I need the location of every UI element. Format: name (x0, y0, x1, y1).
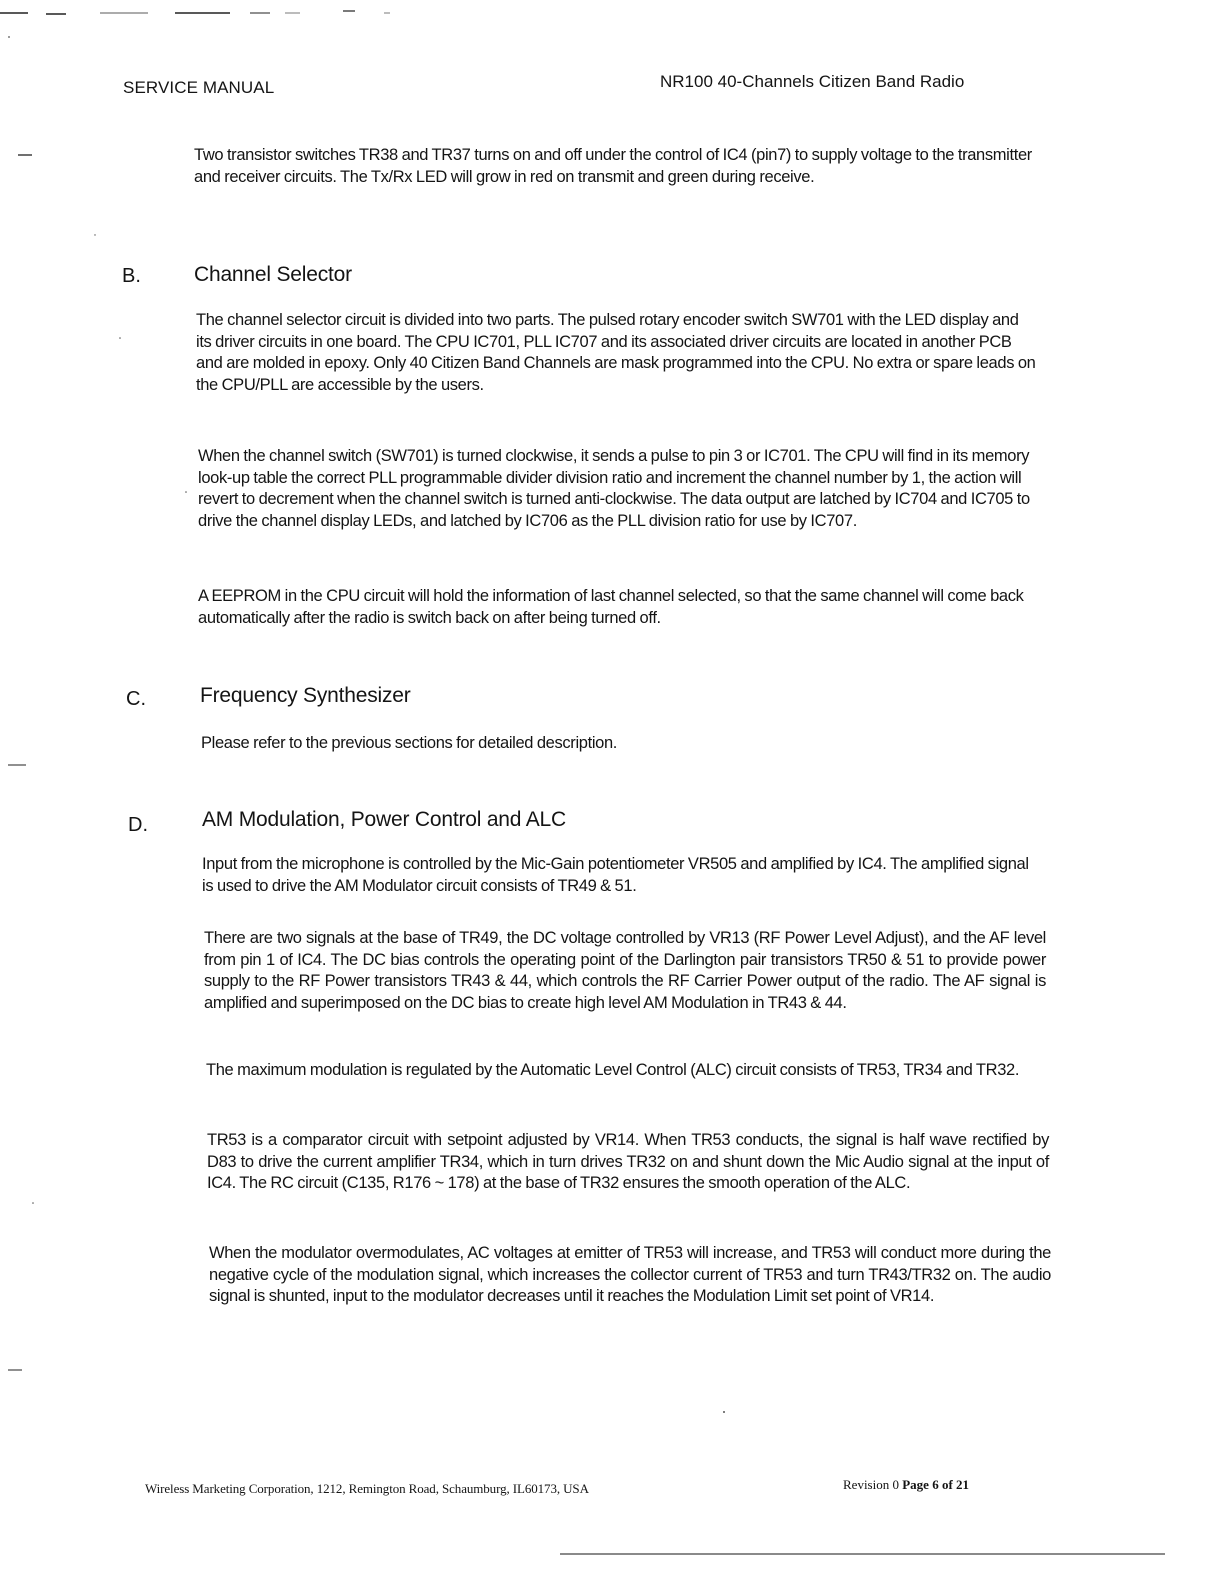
section-b-title: Channel Selector (194, 263, 352, 286)
intro-text: Two transistor switches TR38 and TR37 turns on and off under the control of IC4 (pin7) to supply voltage to the transmitter and receiver circuits. The Tx/Rx LED will grow in red on transmit and green during receive. (194, 146, 1032, 186)
section-d-paragraph-3: The maximum modulation is regulated by the Automatic Level Control (ALC) circuit consists of TR53, TR34 and TR32. (206, 1061, 1020, 1079)
footer-revision-page (843, 1477, 969, 1493)
scan-dot (119, 337, 121, 339)
section-d-paragraph-4: TR53 is a comparator circuit with setpoint adjusted by VR14. When TR53 conducts, the signal is half wave rectified by D83 to drive the current amplifier TR34, which in turn drives TR32 on and shunt down the Mic Audio signal at the input of IC4. The RC circuit (C135, R176 ~ 178) at the base of TR32 ensures the smooth operation of the ALC. (207, 1131, 1049, 1192)
section-d-paragraph (209, 1243, 1051, 1308)
header-product-title: NR100 40-Channels Citizen Band Radio (660, 72, 965, 91)
section-d-paragraph (202, 854, 1042, 897)
section-b-letter: B. (122, 265, 141, 287)
scan-dot (94, 234, 95, 235)
section-d-paragraph (204, 928, 1046, 1014)
section-d-letter: D. (128, 814, 148, 836)
footer-revision: Revision 0 (843, 1477, 899, 1492)
section-c-title: Frequency Synthesizer (200, 684, 411, 707)
section-b-paragraph-1: The channel selector circuit is divided into two parts. The pulsed rotary encoder switch SW701 with the LED display and its driver circuits in one board. The CPU IC701, PLL IC707 and its associated driver circuits are located in another PCB and are molded in epoxy. Only 40 Citizen Band Channels are mask programmed into the CPU. No extra or spare leads on the CPU/PLL are accessible by the users. (196, 311, 1036, 394)
section-c-paragraph (201, 733, 1041, 755)
section-b-paragraph (198, 586, 1038, 629)
scan-dot (32, 1202, 34, 1204)
header-manual-label: SERVICE MANUAL (123, 78, 275, 97)
section-b-paragraph-2: When the channel switch (SW701) is turned clockwise, it sends a pulse to pin 3 or IC701. The CPU will find in its memory look-up table the correct PLL programmable divider division ratio and increment the channel number by 1, the action will revert to decrement when the channel switch is turned anti-clockwise. The data output are latched by IC704 and IC705 to drive the channel display LEDs, and latched by IC706 as the PLL division ratio for use by IC707. (198, 447, 1030, 530)
scan-dot (723, 1411, 725, 1413)
section-d-paragraph (207, 1130, 1049, 1195)
intro-paragraph (194, 145, 1044, 188)
section-b-paragraph-3: A EEPROM in the CPU circuit will hold the information of last channel selected, so that the same channel will come back automatically after the radio is switch back on after being turned off. (198, 587, 1024, 627)
section-d-paragraph-1: Input from the microphone is controlled by the Mic-Gain potentiometer VR505 and amplified by IC4. The amplified signal is used to drive the AM Modulator circuit consists of TR49 & 51. (202, 855, 1029, 895)
scan-dot (8, 36, 10, 38)
section-d-title: AM Modulation, Power Control and ALC (202, 808, 566, 831)
section-c-letter: C. (126, 688, 146, 710)
section-c-paragraph-1: Please refer to the previous sections for detailed description. (201, 734, 618, 752)
section-d-paragraph (206, 1060, 1046, 1082)
section-d-paragraph-5: When the modulator overmodulates, AC voltages at emitter of TR53 will increase, and TR53 will conduct more during the negative cycle of the modulation signal, which increases the collector current of TR53 and turn TR43/TR32 on. The audio signal is shunted, input to the modulator decreases until it reaches the Modulation Limit set point of VR14. (209, 1244, 1051, 1305)
footer-page-number: Page 6 of 21 (902, 1477, 970, 1492)
scan-dot (185, 491, 187, 493)
section-b-paragraph (196, 310, 1036, 396)
section-b-paragraph (198, 446, 1038, 532)
section-d-paragraph-2: There are two signals at the base of TR49, the DC voltage controlled by VR13 (RF Power Level Adjust), and the AF level from pin 1 of IC4. The DC bias controls the operating point of the Darlington pair transistors TR50 & 51 to provide power supply to the RF Power transistors TR43 & 44, which controls the RF Carrier Power output of the radio. The AF signal is amplified and superimposed on the DC bias to create high level AM Modulation in TR43 & 44. (204, 929, 1046, 1012)
footer-company-address: Wireless Marketing Corporation, 1212, Remington Road, Schaumburg, IL60173, USA (145, 1481, 589, 1496)
